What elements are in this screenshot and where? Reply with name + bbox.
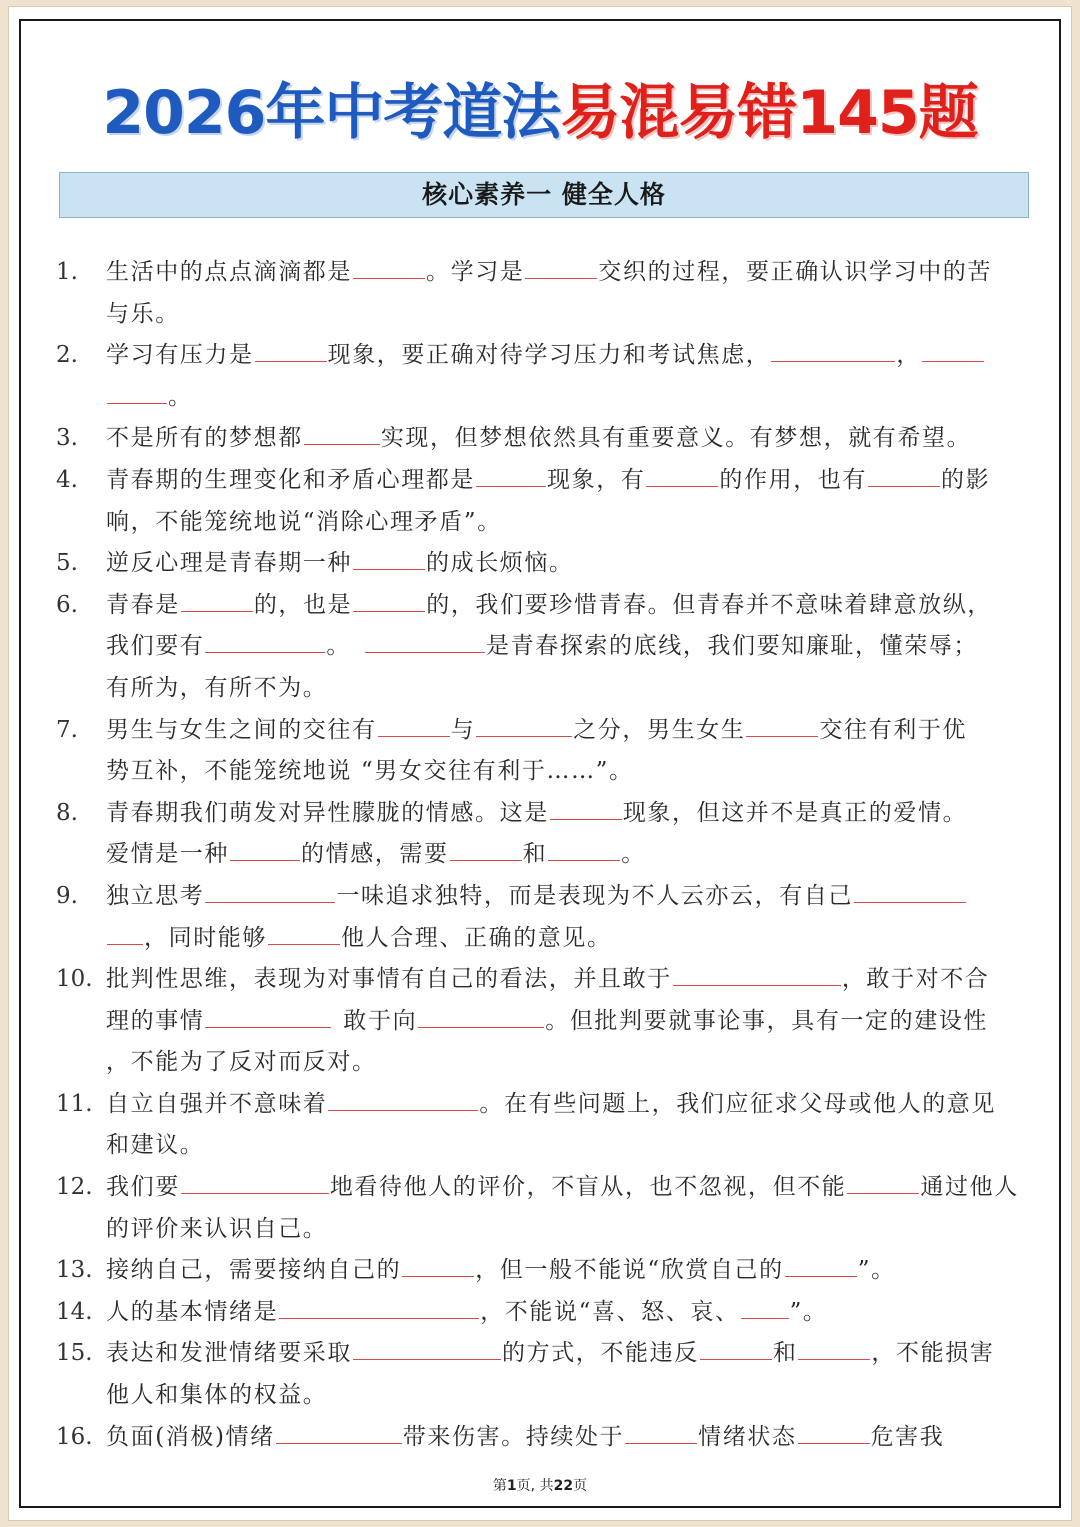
current-page: 1 xyxy=(506,1478,517,1494)
question-item xyxy=(56,710,1032,793)
answer-blank[interactable] xyxy=(550,799,622,820)
question-text: 青春期的生理变化和矛盾心理都是 现象，有 的作用，也有 的影 响，不能笼统地说“消除心理矛盾”。 xyxy=(106,466,991,535)
question-number: 1. xyxy=(56,259,78,285)
answer-blank[interactable] xyxy=(353,258,425,279)
question-item xyxy=(56,252,1032,335)
question-text: 学习有压力是 现象，要正确对待学习压力和考试焦虑， ， 。 xyxy=(106,335,1030,418)
question-number: 4. xyxy=(56,466,78,493)
question-item xyxy=(56,543,1032,585)
answer-blank[interactable] xyxy=(868,466,940,487)
answer-blank[interactable] xyxy=(476,466,546,487)
question-text: 青春是 的，也是 的，我们要珍惜青春。但青春并不意味着肆意放纵， 我们要有 。 是青春探索的底线，我们要知廉耻，懂荣辱； 有所为，有所不为。 xyxy=(106,591,993,701)
question-number: 16. xyxy=(56,1423,93,1450)
answer-blank[interactable] xyxy=(785,1256,857,1277)
question-number: 9. xyxy=(56,882,78,909)
question-number: 15. xyxy=(56,1340,93,1367)
answer-blank[interactable] xyxy=(378,716,450,737)
answer-blank[interactable] xyxy=(181,1173,329,1194)
question-text: 逆反心理是青春期一种 的成长烦恼。 xyxy=(106,550,574,577)
question-text: 我们要 地看待他人的评价，不盲从，也不忽视，但不能 通过他人 的评价来认识自己。 xyxy=(106,1174,1019,1242)
question-item xyxy=(56,1417,1032,1459)
title-red-part: 易混易错145题 xyxy=(560,78,978,148)
question-number: 2. xyxy=(56,342,78,369)
question-item xyxy=(56,1167,1032,1250)
question-item xyxy=(56,460,1032,543)
question-item xyxy=(56,1084,1032,1167)
answer-blank[interactable] xyxy=(922,341,984,362)
answer-blank[interactable] xyxy=(279,1298,479,1319)
answer-blank[interactable] xyxy=(741,1298,789,1319)
title-blue-part: 2026年中考道法 xyxy=(102,78,561,148)
answer-blank[interactable] xyxy=(107,924,143,945)
question-number: 12. xyxy=(56,1174,93,1201)
total-pages: 22 xyxy=(553,1478,574,1494)
answer-blank[interactable] xyxy=(847,1173,919,1194)
answer-blank[interactable] xyxy=(746,716,818,737)
question-item xyxy=(56,418,1032,460)
question-text: 独立思考 一味追求独特，而是表现为不人云亦云，有自己 ，同时能够 他人合理、正确的意见。 xyxy=(106,876,1030,959)
answer-blank[interactable] xyxy=(353,1339,501,1360)
answer-blank[interactable] xyxy=(107,383,167,404)
question-item xyxy=(56,1250,1032,1292)
question-item xyxy=(56,876,1032,959)
question-number: 5. xyxy=(56,550,78,577)
question-list xyxy=(56,252,1032,1458)
answer-blank[interactable] xyxy=(365,632,485,653)
answer-blank[interactable] xyxy=(304,424,380,445)
answer-blank[interactable] xyxy=(418,1007,544,1028)
question-item xyxy=(56,793,1032,876)
question-text: 青春期我们萌发对异性朦胧的情感。这是 现象，但这并不是真正的爱情。 爱情是一种 的情感，需要 和 。 xyxy=(106,799,968,868)
answer-blank[interactable] xyxy=(798,1423,870,1444)
question-text: 负面(消极)情绪 带来伤害。持续处于 情绪状态 危害我 xyxy=(106,1423,945,1450)
question-number: 14. xyxy=(56,1298,93,1325)
question-item xyxy=(56,335,1032,418)
answer-blank[interactable] xyxy=(771,341,895,362)
question-number: 7. xyxy=(56,716,78,743)
question-number: 6. xyxy=(56,591,78,618)
question-text: 自立自强并不意味着 。在有些问题上，我们应征求父母或他人的意见 和建议。 xyxy=(106,1090,997,1159)
question-text: 批判性思维，表现为对事情有自己的看法，并且敢于 ，敢于对不合 理的事情 敢于向 。但批判要就事论事，具有一定的建设性 ，不能为了反对而反对。 xyxy=(106,966,990,1076)
question-item xyxy=(56,959,1032,1084)
answer-blank[interactable] xyxy=(625,1423,697,1444)
question-text: 生活中的点点滴滴都是 。学习是 交织的过程，要正确认识学习中的苦 与乐。 xyxy=(106,259,993,327)
question-text: 男生与女生之间的交往有 与 之分，男生女生 交往有利于优 势互补，不能笼统地说 “男女交往有利于……”。 xyxy=(106,716,968,785)
answer-blank[interactable] xyxy=(268,924,340,945)
answer-blank[interactable] xyxy=(205,632,325,653)
question-text: 人的基本情绪是 ，不能说“喜、怒、哀、 ”。 xyxy=(106,1298,828,1325)
question-item xyxy=(56,1292,1032,1334)
section-heading: 核心素养一 健全人格 xyxy=(59,172,1029,218)
answer-blank[interactable] xyxy=(700,1339,772,1360)
answer-blank[interactable] xyxy=(255,341,327,362)
page-footer: 第1页, 共22页 xyxy=(492,1478,588,1494)
answer-blank[interactable] xyxy=(798,1339,870,1360)
question-text: 不是所有的梦想都 实现，但梦想依然具有重要意义。有梦想，就有希望。 xyxy=(106,425,972,452)
answer-blank[interactable] xyxy=(854,882,966,903)
answer-blank[interactable] xyxy=(646,466,718,487)
answer-blank[interactable] xyxy=(205,882,335,903)
answer-blank[interactable] xyxy=(181,591,253,612)
answer-blank[interactable] xyxy=(673,965,841,986)
question-number: 11. xyxy=(56,1090,93,1117)
answer-blank[interactable] xyxy=(548,840,620,861)
answer-blank[interactable] xyxy=(402,1256,474,1277)
answer-blank[interactable] xyxy=(450,840,522,861)
answer-blank[interactable] xyxy=(276,1423,402,1444)
answer-blank[interactable] xyxy=(525,258,597,279)
question-item xyxy=(56,585,1032,710)
answer-blank[interactable] xyxy=(205,1007,331,1028)
answer-blank[interactable] xyxy=(476,716,572,737)
answer-blank[interactable] xyxy=(328,1090,478,1111)
question-number: 8. xyxy=(56,799,78,826)
answer-blank[interactable] xyxy=(353,591,425,612)
question-number: 10. xyxy=(56,966,93,993)
question-number: 13. xyxy=(56,1257,93,1284)
question-number: 3. xyxy=(56,425,78,452)
document-page xyxy=(8,6,1072,1521)
question-text: 接纳自己，需要接纳自己的 ，但一般不能说“欣赏自己的 ”。 xyxy=(106,1257,896,1284)
answer-blank[interactable] xyxy=(353,549,425,570)
page-title xyxy=(9,73,1071,153)
answer-blank[interactable] xyxy=(230,840,300,861)
question-text: 表达和发泄情绪要采取 的方式，不能违反 和 ，不能损害 他人和集体的权益。 xyxy=(106,1340,995,1409)
question-item xyxy=(56,1333,1032,1416)
